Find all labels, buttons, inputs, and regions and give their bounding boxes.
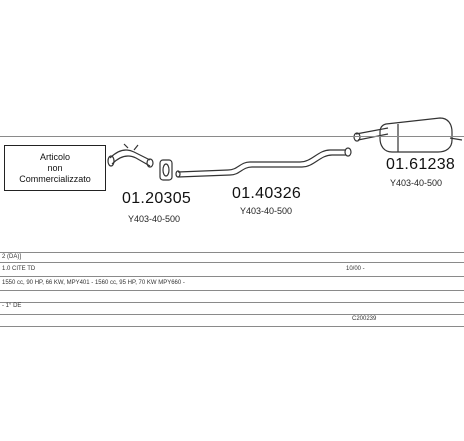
divider-line-5 <box>0 302 464 303</box>
row-engine: 1.0 CITE TD <box>2 266 36 272</box>
divider-line-7 <box>0 326 464 327</box>
divider-line-2 <box>0 262 464 263</box>
middle-pipe-drawing <box>176 148 351 177</box>
divider-line-top <box>0 136 464 137</box>
divider-line-1 <box>0 252 464 253</box>
part-ref-front-pipe: Y403-40-500 <box>128 214 181 224</box>
part-ref-rear-silencer: Y403-40-500 <box>390 178 443 188</box>
box-line-3: Commercializzato <box>19 173 91 184</box>
part-ref-middle-pipe: Y403-40-500 <box>240 206 293 216</box>
front-pipe-drawing <box>108 144 153 167</box>
box-line-1: Articolo <box>39 151 70 162</box>
row-date: 10/00 - <box>346 266 365 272</box>
divider-line-4 <box>0 290 464 291</box>
part-number-rear-silencer: 01.61238 <box>386 156 456 173</box>
part-number-front-pipe: 01.20305 <box>122 190 192 207</box>
box-line-2: non <box>47 162 63 173</box>
part-number-middle-pipe: 01.40326 <box>232 185 302 202</box>
row-note: - 1° DE <box>2 303 22 309</box>
not-marketed-label-box <box>4 145 106 191</box>
divider-line-3 <box>0 276 464 277</box>
row-specs: 1550 cc, 90 HP, 66 KW, MPY401 - 1560 cc, 95 HP, 70 KW MPY660 - <box>2 280 185 286</box>
rear-silencer-drawing <box>354 118 462 152</box>
divider-line-6 <box>0 314 464 315</box>
flange-drawing <box>160 160 172 180</box>
row-code: C200239 <box>352 316 377 322</box>
row-model: 2 (DA)] <box>2 254 22 260</box>
